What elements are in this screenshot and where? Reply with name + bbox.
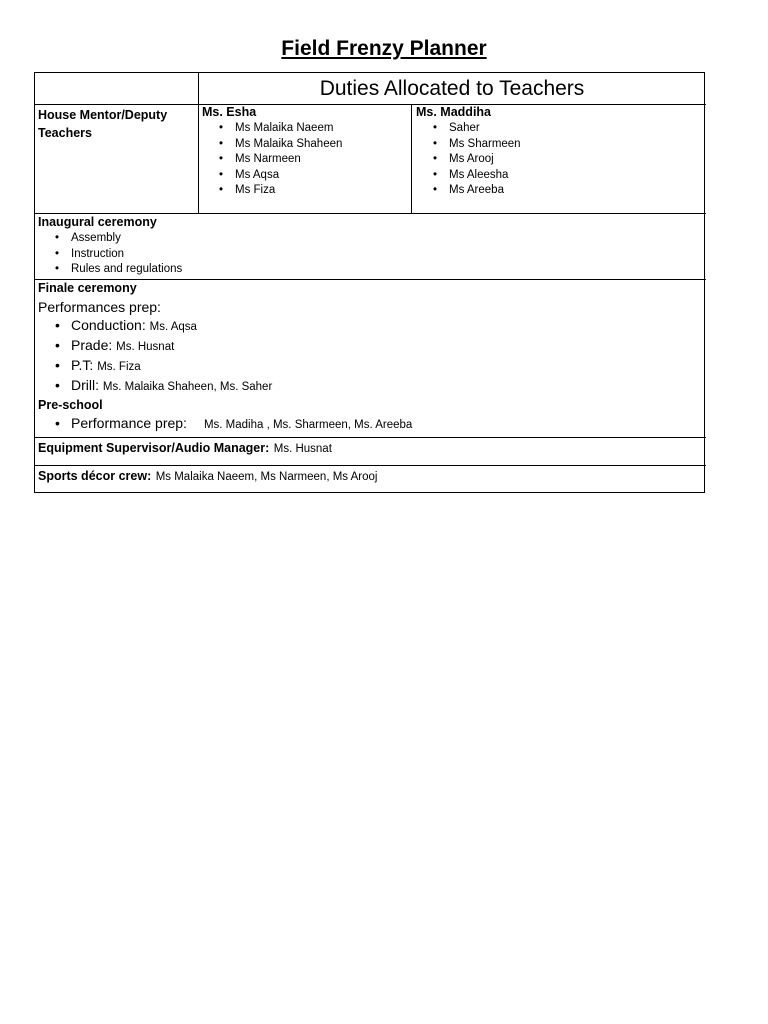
list-item: • Ms Areeba bbox=[449, 183, 701, 199]
group-head: Ms. Maddiha bbox=[416, 105, 492, 119]
item-value: Ms. Aqsa bbox=[149, 321, 197, 333]
list-item bbox=[71, 336, 698, 356]
equipment-label: Equipment Supervisor/Audio Manager: bbox=[38, 441, 270, 455]
document-title: Field Frenzy Planner bbox=[281, 37, 487, 60]
inaugural-section bbox=[38, 214, 698, 278]
house-mentor-label: House Mentor/Deputy Teachers bbox=[38, 108, 168, 140]
item-label: Drill: bbox=[71, 377, 99, 393]
row-divider bbox=[35, 465, 706, 466]
list-item: • Ms Malaika Naeem bbox=[235, 121, 407, 137]
item-value: Ms. Fiza bbox=[97, 361, 141, 373]
item-value: Ms. Husnat bbox=[116, 341, 175, 353]
list-item bbox=[71, 316, 698, 336]
list-item bbox=[71, 376, 698, 396]
list-item: • Ms Narmeen bbox=[235, 152, 407, 168]
list-item: • Ms Sharmeen bbox=[449, 137, 701, 153]
decor-label: Sports décor crew: bbox=[38, 469, 152, 483]
header-empty-cell bbox=[35, 73, 198, 104]
decor-row bbox=[38, 467, 698, 486]
list-item: • Assembly bbox=[71, 231, 698, 247]
duties-table bbox=[34, 72, 705, 493]
preschool-heading: Pre-school bbox=[38, 398, 103, 412]
item-value: Ms. Madiha , Ms. Sharmeen, Ms. Areeba bbox=[203, 419, 413, 431]
item-label: Prade: bbox=[71, 337, 113, 353]
finale-section bbox=[38, 280, 698, 434]
equipment-value: Ms. Husnat bbox=[273, 443, 332, 455]
group-maddiha bbox=[416, 104, 701, 199]
finale-subheading: Performances prep: bbox=[38, 299, 161, 315]
item-label: Performance prep: bbox=[71, 415, 187, 431]
list-item bbox=[71, 414, 698, 434]
item-value: Ms. Malaika Shaheen, Ms. Saher bbox=[102, 381, 273, 393]
list-item: • Ms Aleesha bbox=[449, 168, 701, 184]
list-item: • Instruction bbox=[71, 247, 698, 263]
inaugural-heading: Inaugural ceremony bbox=[38, 215, 157, 229]
list-item: • Rules and regulations bbox=[71, 262, 698, 278]
list-item: • Saher bbox=[449, 121, 701, 137]
list-item: • Ms Malaika Shaheen bbox=[235, 137, 407, 153]
group-head: Ms. Esha bbox=[202, 105, 257, 119]
column-divider bbox=[411, 104, 412, 213]
equipment-row bbox=[38, 439, 698, 458]
list-item: • Ms Aqsa bbox=[235, 168, 407, 184]
row-divider bbox=[35, 437, 706, 438]
group-esha bbox=[202, 104, 407, 199]
list-item: • Ms Fiza bbox=[235, 183, 407, 199]
list-item bbox=[71, 356, 698, 376]
finale-heading: Finale ceremony bbox=[38, 281, 137, 295]
table-header: Duties Allocated to Teachers bbox=[319, 77, 585, 100]
item-label: P.T: bbox=[71, 357, 94, 373]
decor-value: Ms Malaika Naeem, Ms Narmeen, Ms Arooj bbox=[155, 471, 378, 483]
item-label: Conduction: bbox=[71, 317, 146, 333]
list-item: • Ms Arooj bbox=[449, 152, 701, 168]
